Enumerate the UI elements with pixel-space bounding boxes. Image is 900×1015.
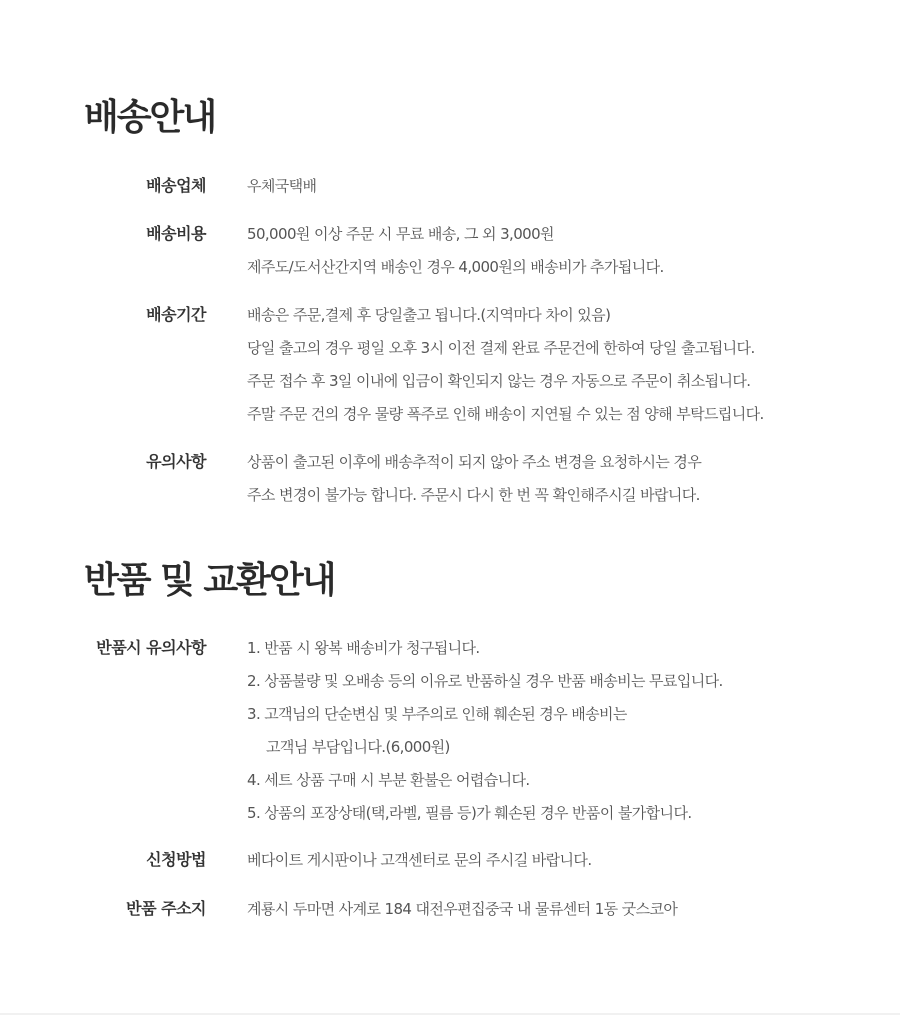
returns-method-value (247, 849, 591, 882)
shipping-notes-value (247, 451, 701, 517)
shipping-period-value (247, 304, 764, 436)
shipping-title: 배송안내 (84, 97, 216, 138)
returns-method-label: 신청방법 (146, 850, 206, 869)
text-line: 배송은 주문,결제 후 당일출고 됩니다.(지역마다 차이 있음) (247, 306, 611, 324)
shipping-cost-value (247, 223, 664, 289)
returns-address-value (247, 898, 677, 931)
text-line: 제주도/도서산간지역 배송인 경우 4,000원의 배송비가 추가됩니다. (247, 258, 664, 276)
shipping-notes-label: 유의사항 (146, 452, 206, 471)
list-item: 4. 세트 상품 구매 시 부분 환불은 어렵습니다. (247, 771, 530, 789)
shipping-company-label: 배송업체 (146, 176, 206, 195)
list-item: 5. 상품의 포장상태(택,라벨, 필름 등)가 훼손된 경우 반품이 불가합니다. (247, 804, 692, 822)
list-item: 1. 반품 시 왕복 배송비가 청구됩니다. (247, 639, 480, 657)
returns-title: 반품 및 교환안내 (84, 560, 335, 601)
shipping-company-value (247, 175, 316, 208)
text-line: 상품이 출고된 이후에 배송추적이 되지 않아 주소 변경을 요청하시는 경우 (247, 453, 702, 471)
text-line: 당일 출고의 경우 평일 오후 3시 이전 결제 완료 주문건에 한하여 당일 출고됩니다. (247, 339, 755, 357)
text-line: 주소 변경이 불가능 합니다. 주문시 다시 한 번 꼭 확인해주시길 바랍니다. (247, 486, 700, 504)
text-line: 계룡시 두마면 사계로 184 대전우편집중국 내 물류센터 1동 굿스코아 (247, 900, 678, 918)
returns-notes-value (247, 637, 723, 835)
text-line: 우체국택배 (247, 177, 317, 195)
list-item-continuation: 고객님 부담입니다.(6,000원) (266, 738, 450, 756)
text-line: 50,000원 이상 주문 시 무료 배송, 그 외 3,000원 (247, 225, 554, 243)
shipping-cost-label: 배송비용 (146, 224, 206, 243)
shipping-period-label: 배송기간 (146, 305, 206, 324)
text-line: 주문 접수 후 3일 이내에 입금이 확인되지 않는 경우 자동으로 주문이 취소됩니다. (247, 372, 751, 390)
list-item: 3. 고객님의 단순변심 및 부주의로 인해 훼손된 경우 배송비는 (247, 705, 627, 723)
text-line: 베다이트 게시판이나 고객센터로 문의 주시길 바랍니다. (247, 851, 592, 869)
returns-notes-label: 반품시 유의사항 (96, 638, 206, 657)
text-line: 주말 주문 건의 경우 물량 폭주로 인해 배송이 지연될 수 있는 점 양해 부탁드립니다. (247, 405, 764, 423)
returns-address-label: 반품 주소지 (126, 899, 206, 918)
list-item: 2. 상품불량 및 오배송 등의 이유로 반품하실 경우 반품 배송비는 무료입니다. (247, 672, 723, 690)
